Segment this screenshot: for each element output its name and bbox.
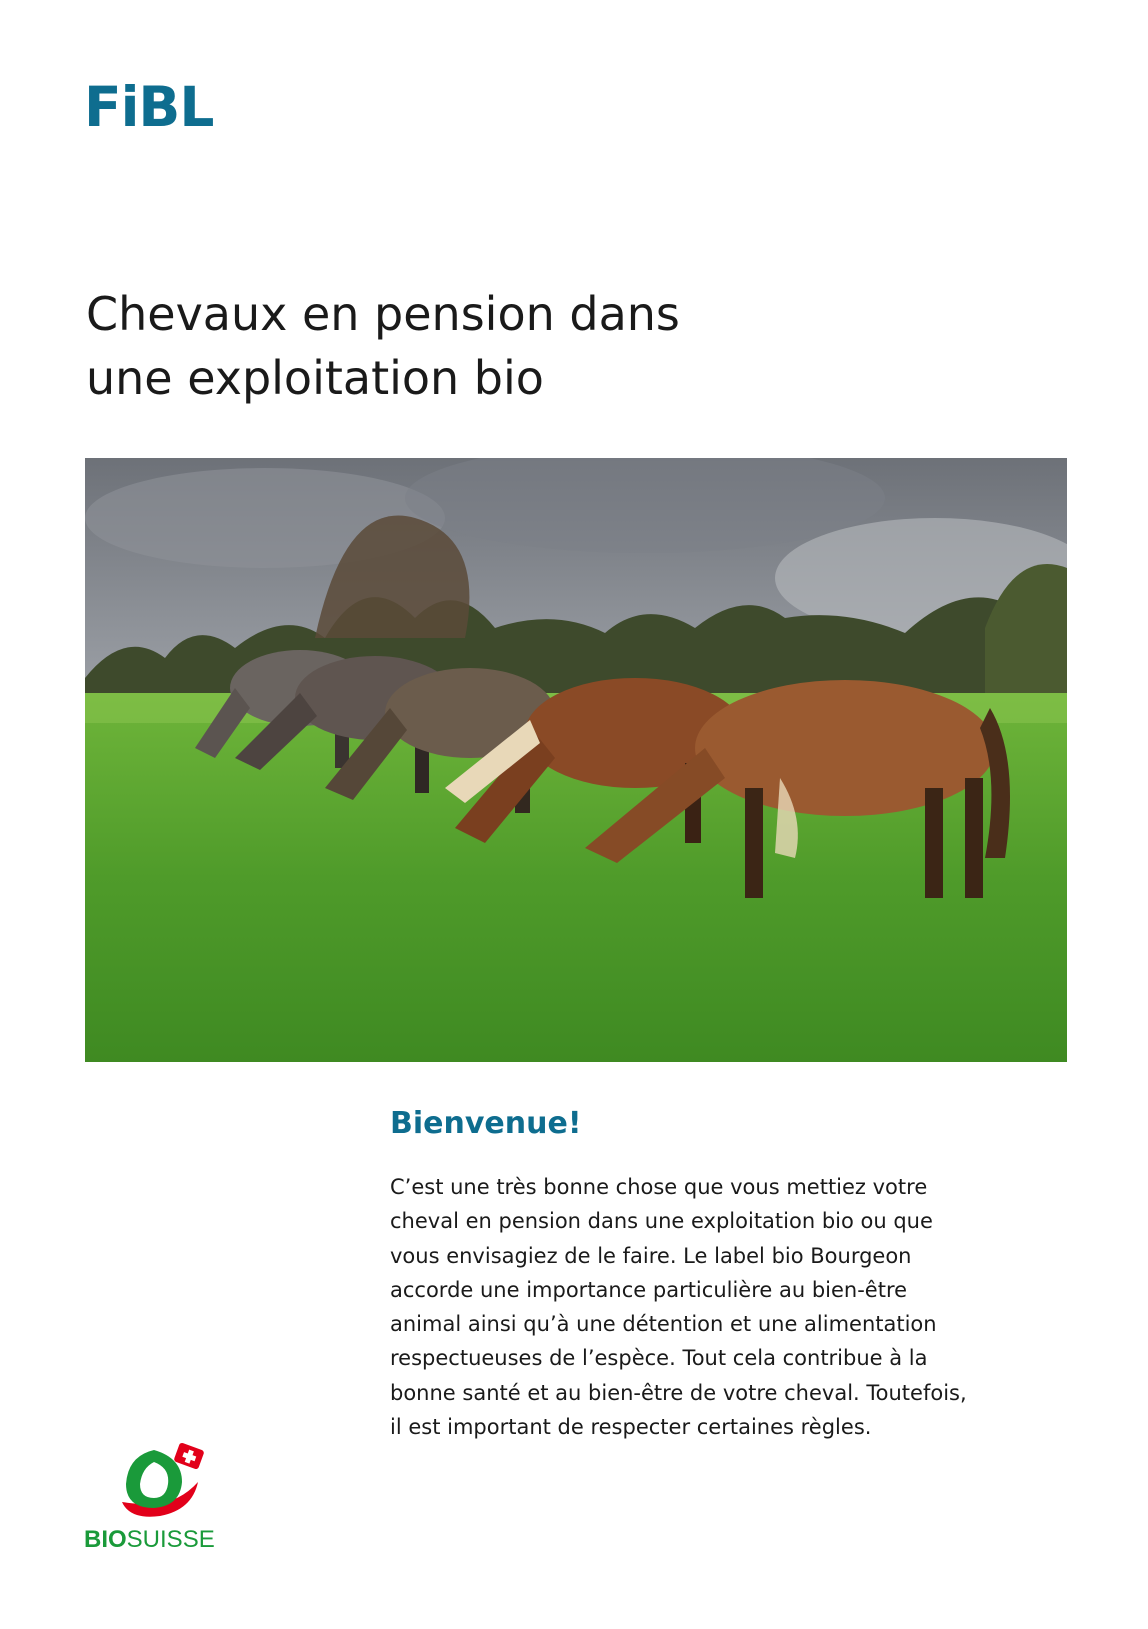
bud-icon [110, 1442, 210, 1522]
page-title [86, 282, 886, 410]
horses-grazing-photo [85, 458, 1067, 1062]
paragraph-line: respectueuses de l’espèce. Tout cela contribue à la [390, 1346, 928, 1371]
paragraph-line: il est important de respecter certaines règles. [390, 1415, 872, 1440]
page-title-line-2: une exploitation bio [86, 351, 544, 405]
welcome-heading: Bienvenue! [390, 1106, 582, 1141]
bio-wordmark: BIO [84, 1526, 127, 1553]
paragraph-line: C’est une très bonne chose que vous mettiez votre [390, 1175, 928, 1199]
suisse-wordmark: SUISSE [126, 1526, 215, 1553]
bio-suisse-logo [84, 1442, 229, 1552]
page-title-line-1: Chevaux en pension dans [86, 287, 680, 341]
paragraph-line: accorde une importance particulière au bien-être [390, 1277, 908, 1302]
bio-suisse-wordmark [84, 1526, 215, 1554]
paragraph-line: vous envisagiez de le faire. Le label bio Bourgeon [390, 1243, 912, 1268]
paragraph-line: bonne santé et au bien-être de votre cheval. Toutefois, [390, 1380, 967, 1405]
paragraph-line: cheval en pension dans une exploitation bio ou que [390, 1209, 933, 1234]
fibl-logo: FiBL [84, 75, 214, 139]
welcome-paragraph [390, 1170, 1050, 1444]
horses-photo [85, 458, 1067, 1062]
paragraph-line: animal ainsi qu’à une détention et une alimentation [390, 1312, 937, 1337]
